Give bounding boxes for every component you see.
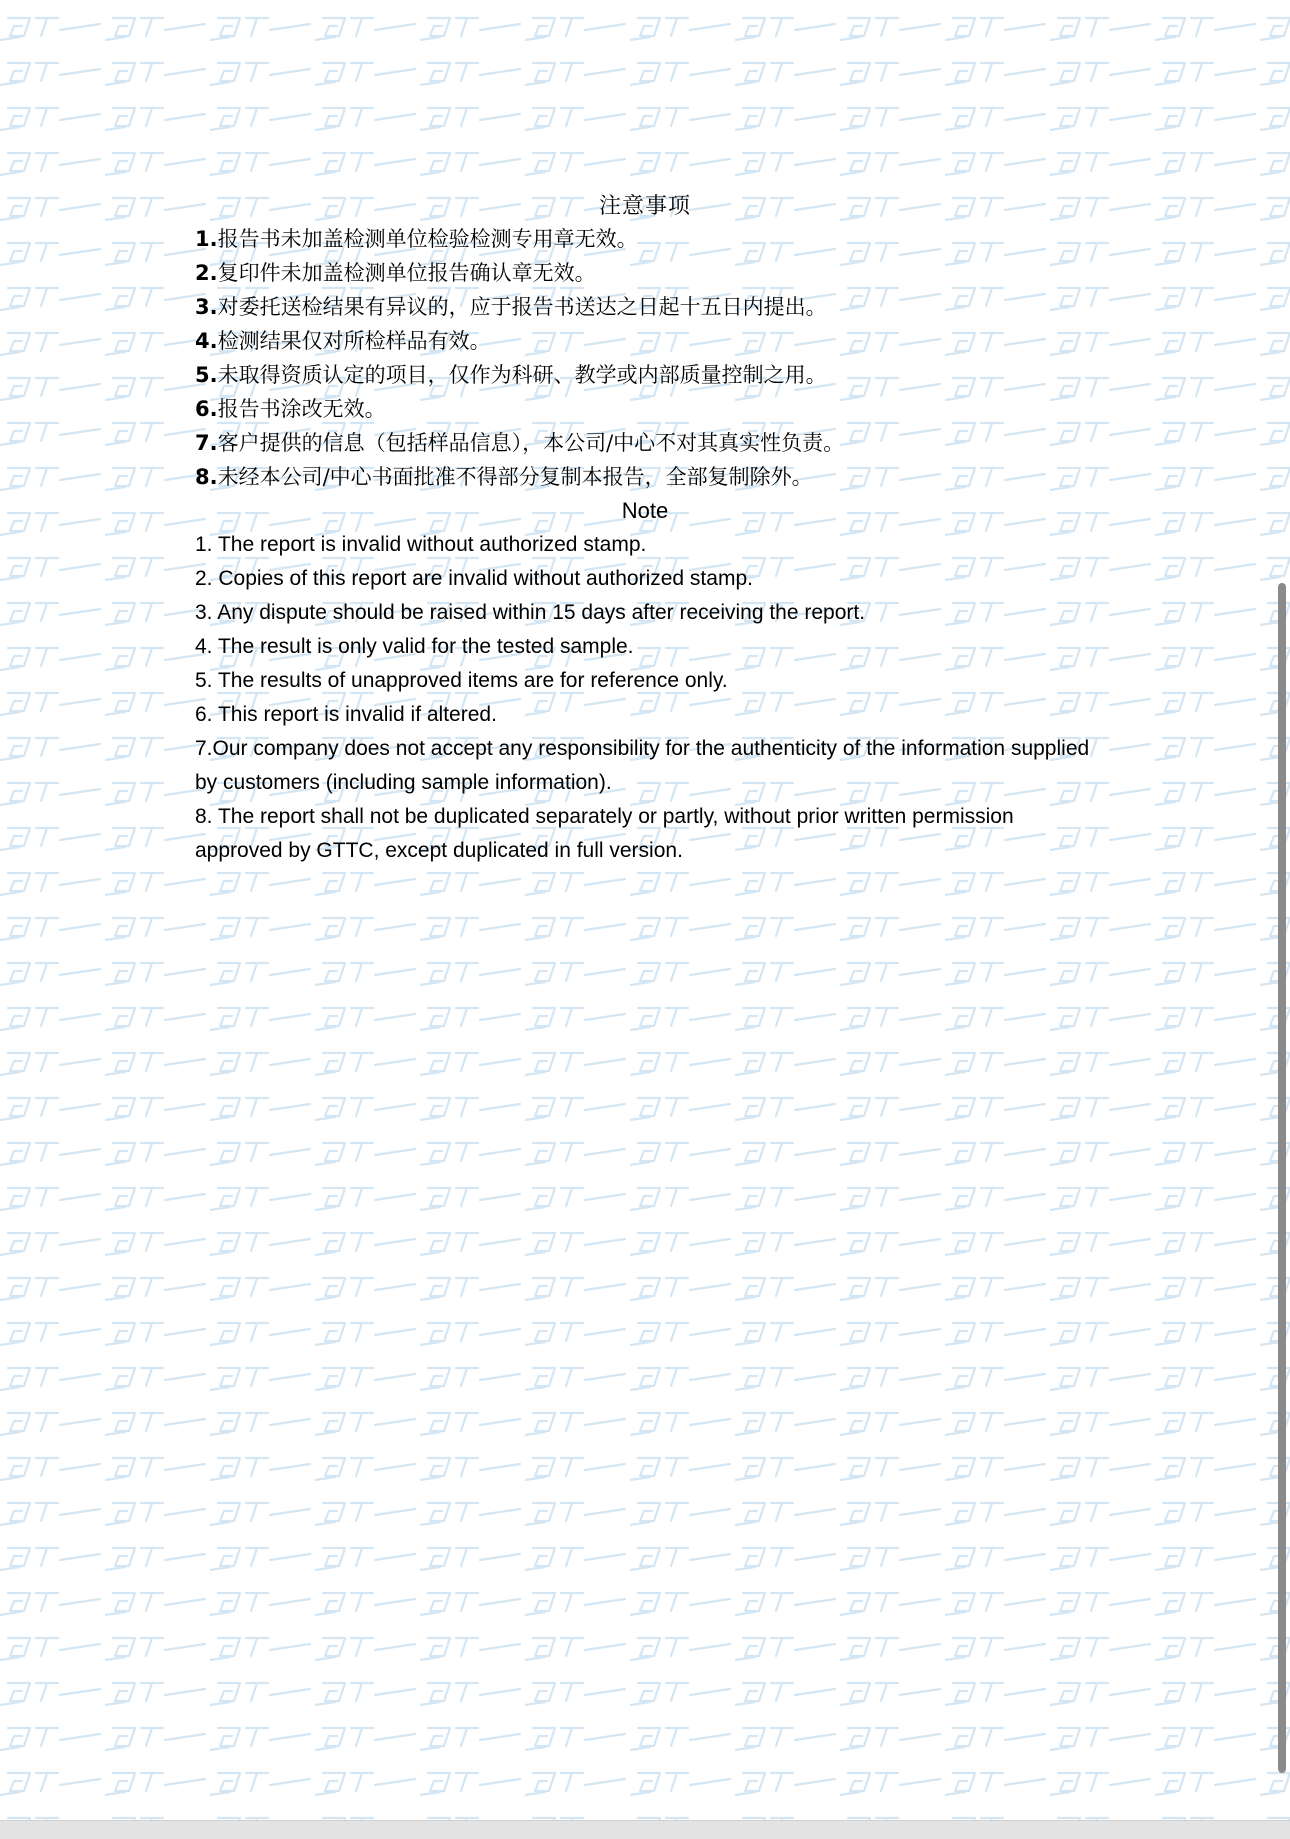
item-text: 报告书涂改无效。 (217, 397, 386, 421)
viewer-bottom-edge (0, 1820, 1290, 1839)
en-note-item: 6. This report is invalid if altered. (195, 703, 497, 726)
en-note-item: 8. The report shall not be duplicated separately or partly, without prior written permission approved by GTTC, except duplicated in full version. (195, 805, 1014, 862)
item-number: 6. (195, 397, 218, 421)
cn-notice-item (195, 256, 1155, 290)
item-text: 未取得资质认定的项目，仅作为科研、教学或内部质量控制之用。 (217, 363, 827, 387)
cn-notice-title: 注意事项 (598, 194, 691, 219)
vertical-scrollbar[interactable] (1272, 0, 1290, 1820)
item-text: 未经本公司/中心书面批准不得部分复制本报告，全部复制除外。 (217, 465, 813, 489)
cn-notice-item (195, 222, 1155, 256)
en-note-item: 4. The result is only valid for the tested sample. (195, 635, 634, 658)
item-number: 1. (195, 227, 218, 251)
item-number: 2. (195, 261, 218, 285)
item-text: 复印件未加盖检测单位报告确认章无效。 (217, 261, 596, 285)
en-note-item: 7.Our company does not accept any responsibility for the authenticity of the information supplied by customers (including sample information). (195, 737, 1090, 794)
en-note-list (195, 528, 1095, 868)
en-note-item: 5. The results of unapproved items are for reference only. (195, 669, 728, 692)
item-number: 5. (195, 363, 218, 387)
item-text: 检测结果仅对所检样品有效。 (217, 329, 491, 353)
scrollbar-thumb[interactable] (1278, 583, 1286, 1773)
en-note-item: 2. Copies of this report are invalid without authorized stamp. (195, 567, 753, 590)
cn-notice-item (195, 426, 1155, 460)
en-note-title: Note (621, 498, 669, 523)
cn-notice-item (195, 392, 1155, 426)
item-text: 客户提供的信息（包括样品信息），本公司/中心不对其真实性负责。 (217, 431, 845, 455)
cn-notice-item (195, 290, 1155, 324)
item-number: 3. (195, 295, 218, 319)
item-number: 7. (195, 431, 218, 455)
item-number: 8. (195, 465, 218, 489)
cn-notice-list (195, 222, 1155, 494)
en-note-item: 3. Any dispute should be raised within 15 days after receiving the report. (195, 601, 866, 624)
cn-notice-item (195, 358, 1155, 392)
item-text: 对委托送检结果有异议的，应于报告书送达之日起十五日内提出。 (217, 295, 827, 319)
en-note-item: 1. The report is invalid without authorized stamp. (195, 533, 647, 556)
item-number: 4. (195, 329, 218, 353)
item-text: 报告书未加盖检测单位检验检测专用章无效。 (217, 227, 638, 251)
cn-notice-item (195, 324, 1155, 358)
cn-notice-item (195, 460, 1155, 494)
